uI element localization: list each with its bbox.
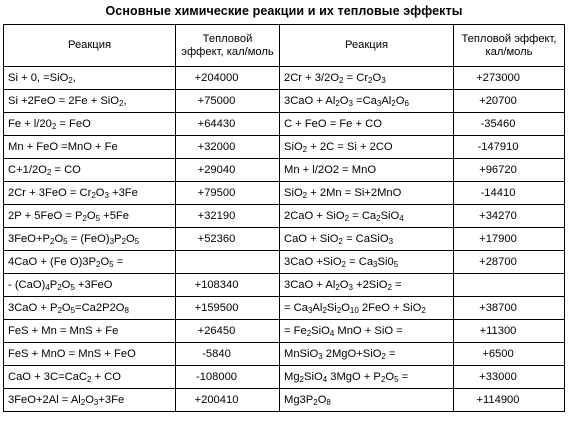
- table-row: [4, 90, 565, 113]
- reaction-right-cell: Mn + l/2O2 = MnO: [280, 159, 454, 182]
- heat-right-cell: +11300: [454, 320, 565, 343]
- reactions-table: [3, 24, 565, 412]
- heat-left-cell: +52360: [176, 228, 280, 251]
- reaction-right-cell: SiO$_2$ + 2C = Si + 2CO: [280, 136, 454, 159]
- heat-left-cell: -108000: [176, 366, 280, 389]
- heat-left-cell: +159500: [176, 297, 280, 320]
- reaction-right-cell: $3CaO + Al_2O_3 =Ca_3Al_2O_6$: [280, 90, 454, 113]
- reaction-left-cell: - $(CaO)_4P_2O_5 +3FeO$: [4, 274, 176, 297]
- heat-right-cell: -14410: [454, 182, 565, 205]
- reaction-left-cell: Si + 0, =SiO$_2$,: [4, 67, 176, 90]
- heat-right-cell: [454, 274, 565, 297]
- reaction-left-cell: FeS + MnO = MnS + FeO: [4, 343, 176, 366]
- heat-left-cell: +79500: [176, 182, 280, 205]
- reaction-left-cell: $C+1/2O_2$ = CO: [4, 159, 176, 182]
- heat-left-cell: [176, 251, 280, 274]
- table-row: [4, 366, 565, 389]
- reaction-right-cell: = $Ca_3Al_2Si_2O_{10}$ 2FeO + SiO$_2$: [280, 297, 454, 320]
- heat-right-cell: -35460: [454, 113, 565, 136]
- table-row: [4, 274, 565, 297]
- header-row: [4, 25, 565, 67]
- table-row: [4, 67, 565, 90]
- heat-left-cell: +75000: [176, 90, 280, 113]
- header-reaction-right: Реакция: [280, 25, 454, 67]
- table-row: [4, 182, 565, 205]
- table-row: [4, 343, 565, 366]
- heat-right-cell: -147910: [454, 136, 565, 159]
- heat-right-cell: +114900: [454, 389, 565, 412]
- header-reaction-left: Реакция: [4, 25, 176, 67]
- table-row: [4, 320, 565, 343]
- reaction-right-cell: SiO$_2$ + 2Mn = Si+2MnO: [280, 182, 454, 205]
- reaction-right-cell: $3CaO + Al_2O_3 +2SiO_2$ =: [280, 274, 454, 297]
- header-heat-right: Тепловой эффект, кал/моль: [454, 25, 565, 67]
- table-row: [4, 297, 565, 320]
- heat-right-cell: +6500: [454, 343, 565, 366]
- reaction-right-cell: $2CaO + SiO_2 = Ca_2SiO_4$: [280, 205, 454, 228]
- heat-right-cell: +20700: [454, 90, 565, 113]
- reaction-left-cell: $2P + 5FeO = P_2O_5 +5Fe$: [4, 205, 176, 228]
- reaction-left-cell: FeS + Mn = MnS + Fe: [4, 320, 176, 343]
- reaction-right-cell: CaO + SiO$_2$ = CaSiO$_3$: [280, 228, 454, 251]
- reaction-left-cell: $3FeO+P_2O_5 = (FeO)_3P_2O_5$: [4, 228, 176, 251]
- reaction-left-cell: $3FeO+2Al = Al_2O_3+3Fe$: [4, 389, 176, 412]
- heat-left-cell: +32000: [176, 136, 280, 159]
- table-row: [4, 136, 565, 159]
- heat-right-cell: +28700: [454, 251, 565, 274]
- heat-right-cell: +17900: [454, 228, 565, 251]
- heat-right-cell: +38700: [454, 297, 565, 320]
- heat-left-cell: +29040: [176, 159, 280, 182]
- heat-left-cell: -5840: [176, 343, 280, 366]
- heat-left-cell: +108340: [176, 274, 280, 297]
- reaction-left-cell: Mn + FeO =MnO + Fe: [4, 136, 176, 159]
- table-row: [4, 389, 565, 412]
- reaction-right-cell: $Mg_2SiO_4$ $3MgO + P_2O_5$ =: [280, 366, 454, 389]
- reaction-left-cell: $2Cr + 3FeO = Cr_2O_3 +3Fe$: [4, 182, 176, 205]
- reaction-left-cell: 4CaO + (Fe $O)3P_2O_5$ =: [4, 251, 176, 274]
- heat-left-cell: +32190: [176, 205, 280, 228]
- reaction-right-cell: $2Cr + 3/2O_2 = Cr_2O_3$: [280, 67, 454, 90]
- table-row: [4, 159, 565, 182]
- table-title: Основные химические реакции и их тепловые эффекты: [105, 4, 463, 18]
- heat-left-cell: +204000: [176, 67, 280, 90]
- reaction-left-cell: CaO + 3C=CaC$_2$ + CO: [4, 366, 176, 389]
- reaction-left-cell: $3CaO + P_2O_5=Ca2P2O_8$: [4, 297, 176, 320]
- table-row: [4, 251, 565, 274]
- reaction-left-cell: $Fe + l/20_2$ = FeO: [4, 113, 176, 136]
- heat-right-cell: +33000: [454, 366, 565, 389]
- reaction-right-cell: $Mg3P_2O_8$: [280, 389, 454, 412]
- table-row: [4, 113, 565, 136]
- heat-left-cell: +200410: [176, 389, 280, 412]
- reaction-left-cell: Si +2FeO = 2Fe + SiO$_2$,: [4, 90, 176, 113]
- heat-left-cell: +64430: [176, 113, 280, 136]
- heat-right-cell: +273000: [454, 67, 565, 90]
- reaction-right-cell: C + FeO = Fe + CO: [280, 113, 454, 136]
- heat-right-cell: +96720: [454, 159, 565, 182]
- reaction-right-cell: $3CaO +SiO_2 = Ca_3Si0_5$: [280, 251, 454, 274]
- reaction-right-cell: = $Fe_2SiO_4$ MnO + SiO =: [280, 320, 454, 343]
- heat-right-cell: +34270: [454, 205, 565, 228]
- heat-left-cell: +26450: [176, 320, 280, 343]
- table-row: [4, 228, 565, 251]
- header-heat-left: Тепловой эффект, кал/моль: [176, 25, 280, 67]
- reaction-right-cell: MnSiO$_3$ 2MgO+SiO$_2$ =: [280, 343, 454, 366]
- table-row: [4, 205, 565, 228]
